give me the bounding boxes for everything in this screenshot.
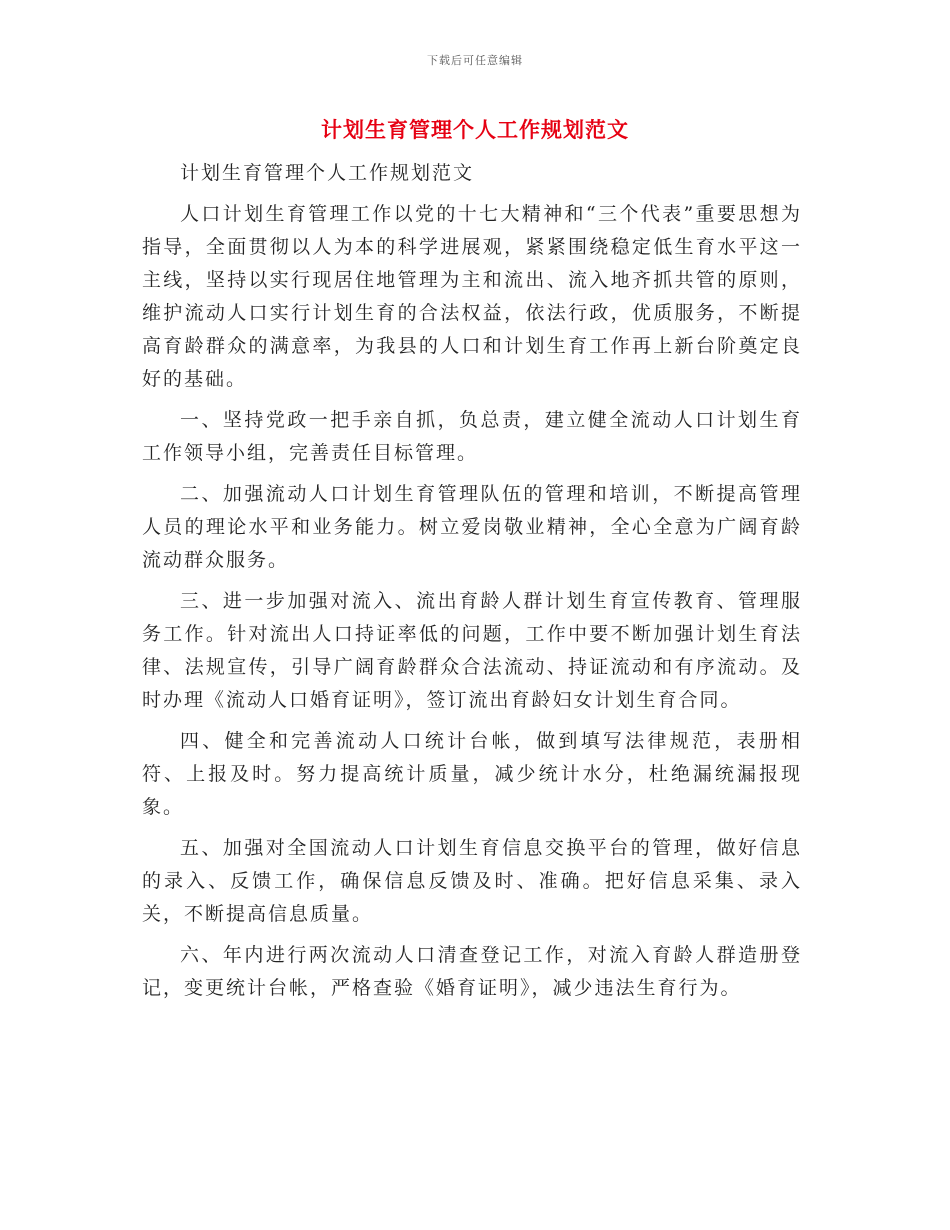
paragraph-subtitle: 计划生育管理个人工作规划范文 <box>180 162 475 184</box>
paragraph-intro: 人口计划生育管理工作以党的十七大精神和“三个代表”重要思想为指导，全面贯彻以人为本的科学进展观，紧紧围绕稳定低生育水平这一主线，坚持以实行现居住地管理为主和流出、流入地齐抓共管的原则，维护流动人口实行计划生育的合法权益，依法行政，优质服务，不断提高育龄群众的满意率，为我县的人口和计划生育工作再上新台阶奠定良好的基础。 <box>142 203 802 390</box>
paragraph-item-5: 五、加强对全国流动人口计划生育信息交换平台的管理，做好信息的录入、反馈工作，确保信息反馈及时、准确。把好信息采集、录入关，不断提高信息质量。 <box>142 837 802 925</box>
paragraph-item-3: 三、进一步加强对流入、流出育龄人群计划生育宣传教育、管理服务工作。针对流出人口持证率低的问题，工作中要不断加强计划生育法律、法规宣传，引导广阔育龄群众合法流动、持证流动和有序流动。及时办理《流动人口婚育证明》，签订流出育龄妇女计划生育合同。 <box>142 590 802 711</box>
paragraph-item-4: 四、健全和完善流动人口统计台帐，做到填写法律规范，表册相符、上报及时。努力提高统计质量，减少统计水分，杜绝漏统漏报现象。 <box>142 730 802 818</box>
page-header-note: 下载后可任意编辑 <box>427 54 523 67</box>
paragraph-item-2: 二、加强流动人口计划生育管理队伍的管理和培训，不断提高管理人员的理论水平和业务能力。树立爱岗敬业精神，全心全意为广阔育龄流动群众服务。 <box>142 483 802 571</box>
paragraph-item-1: 一、坚持党政一把手亲自抓，负总责，建立健全流动人口计划生育工作领导小组，完善责任目标管理。 <box>142 409 802 464</box>
paragraph-item-6: 六、年内进行两次流动人口清查登记工作，对流入育龄人群造册登记，变更统计台帐，严格查验《婚育证明》，减少违法生育行为。 <box>142 944 802 999</box>
document-title: 计划生育管理个人工作规划范文 <box>321 117 629 142</box>
document-body <box>142 157 802 1013</box>
